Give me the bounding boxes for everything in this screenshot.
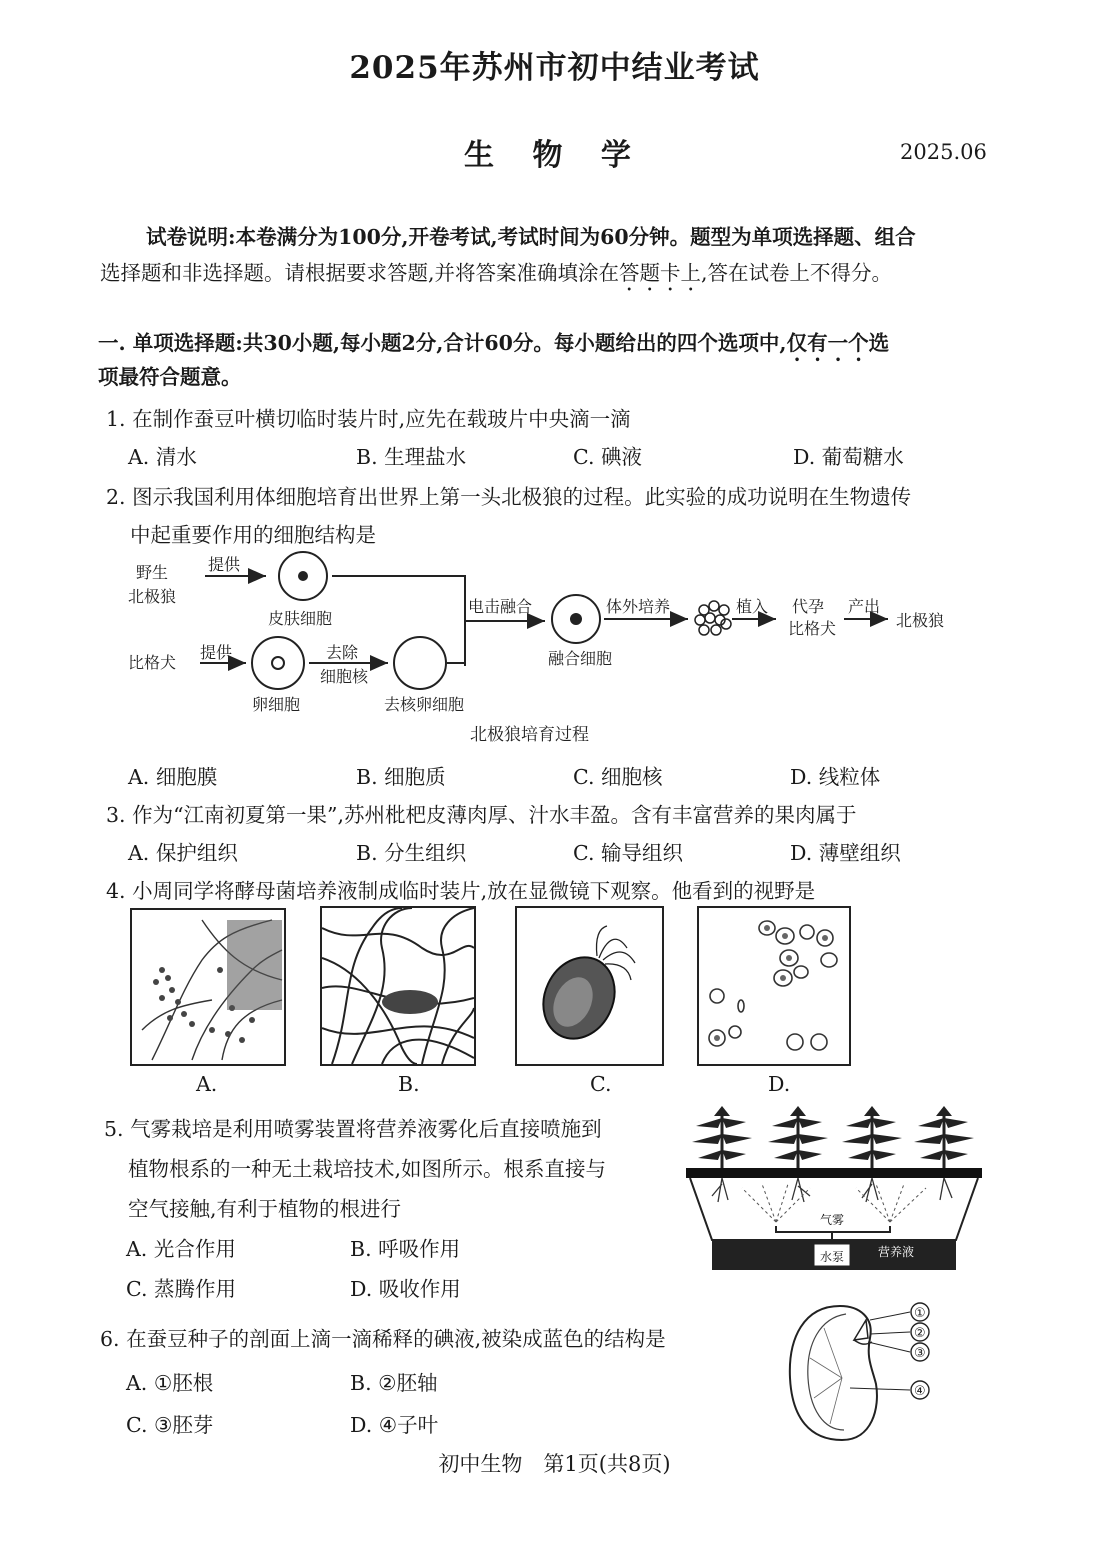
q1-option-a[interactable]: A. 清水 bbox=[128, 445, 197, 469]
label-result-wolf: 北极狼 bbox=[896, 611, 945, 630]
instructions-line-1: 试卷说明:本卷满分为100分,开卷考试,考试时间为60分钟。题型为单项选择题、组合 bbox=[146, 225, 916, 249]
label-fused-cell: 融合细胞 bbox=[548, 649, 613, 668]
microscope-view-a[interactable] bbox=[130, 908, 286, 1066]
label-nutrient: 营养液 bbox=[878, 1245, 915, 1259]
label-pump: 水泵 bbox=[820, 1250, 845, 1264]
q2-option-a[interactable]: A. 细胞膜 bbox=[128, 765, 218, 789]
q2-stem-line-2: 中起重要作用的细胞结构是 bbox=[130, 523, 376, 547]
q5-stem-line-3: 空气接触,有利于植物的根进行 bbox=[128, 1197, 402, 1221]
q3-option-c[interactable]: C. 输导组织 bbox=[573, 841, 683, 865]
label-remove: 去除 bbox=[326, 643, 359, 662]
label-mist: 气雾 bbox=[820, 1213, 845, 1227]
aeroponics-figure bbox=[682, 1104, 984, 1274]
label-culture: 体外培养 bbox=[606, 597, 671, 616]
marker-4-label: ④ bbox=[914, 1384, 926, 1399]
microscope-view-b[interactable] bbox=[320, 906, 476, 1066]
q3-option-a[interactable]: A. 保护组织 bbox=[128, 841, 238, 865]
wolf-cloning-diagram bbox=[120, 550, 980, 750]
label-beagle: 比格犬 bbox=[128, 653, 177, 672]
q2-option-c[interactable]: C. 细胞核 bbox=[573, 765, 663, 789]
q5-stem: 5. 气雾栽培是利用喷雾装置将营养液雾化后直接喷施到 bbox=[104, 1117, 602, 1141]
q1-option-d[interactable]: D. 葡萄糖水 bbox=[793, 445, 904, 469]
section-heading-line-2: 项最符合题意。 bbox=[98, 365, 242, 389]
top-board bbox=[686, 1168, 982, 1178]
label-provide-1: 提供 bbox=[208, 555, 241, 574]
q6-option-d[interactable]: D. ④子叶 bbox=[350, 1413, 439, 1437]
label-egg-cell: 卵细胞 bbox=[252, 695, 301, 714]
q1-option-c[interactable]: C. 碘液 bbox=[573, 445, 642, 469]
instructions-line-2: 选择题和非选择题。请根据要求答题,并将答案准确填涂在答题卡上,答在试卷上不得分。 bbox=[100, 261, 893, 285]
embryo-radicle bbox=[854, 1320, 868, 1340]
label-enucleated: 去核卵细胞 bbox=[384, 695, 465, 714]
q6-stem: 6. 在蚕豆种子的剖面上滴一滴稀释的碘液,被染成蓝色的结构是 bbox=[100, 1327, 666, 1351]
q6-option-a[interactable]: A. ①胚根 bbox=[126, 1371, 214, 1395]
q5-option-a[interactable]: A. 光合作用 bbox=[126, 1237, 236, 1261]
label-surrogate: 代孕 bbox=[792, 597, 825, 616]
microscope-view-d[interactable] bbox=[697, 906, 851, 1066]
microscope-view-c[interactable] bbox=[515, 906, 664, 1066]
section-heading: 一. 单项选择题:共30小题,每小题2分,合计60分。每小题给出的四个选项中,仅有一个选 bbox=[98, 331, 890, 355]
q2-option-d[interactable]: D. 线粒体 bbox=[790, 765, 881, 789]
exam-date: 2025.06 bbox=[900, 140, 987, 164]
q3-option-d[interactable]: D. 薄壁组织 bbox=[790, 841, 901, 865]
q4-stem: 4. 小周同学将酵母菌培养液制成临时装片,放在显微镜下观察。他看到的视野是 bbox=[106, 879, 816, 903]
fused-cell-nucleus bbox=[570, 613, 582, 625]
exam-title: 2025年苏州市初中结业考试 bbox=[349, 50, 760, 86]
q4-label-d[interactable]: D. bbox=[768, 1072, 791, 1096]
yeast-cells-image bbox=[699, 908, 849, 1064]
label-fusion: 电击融合 bbox=[468, 597, 533, 616]
diagram-caption: 北极狼培育过程 bbox=[470, 725, 589, 745]
q5-stem-line-2: 植物根系的一种无土栽培技术,如图所示。根系直接与 bbox=[128, 1157, 607, 1181]
q2-stem: 2. 图示我国利用体细胞培育出世界上第一头北极狼的过程。此实验的成功说明在生物遗传 bbox=[106, 485, 912, 509]
subject-title: 生 物 学 bbox=[464, 138, 645, 173]
plant-icons bbox=[692, 1106, 974, 1169]
label-arctic-wolf: 北极狼 bbox=[128, 587, 177, 606]
label-nucleus: 细胞核 bbox=[320, 667, 369, 686]
label-surrogate-beagle: 比格犬 bbox=[788, 619, 837, 638]
q6-option-c[interactable]: C. ③胚芽 bbox=[126, 1413, 214, 1437]
protozoa-image bbox=[517, 908, 662, 1064]
chamber bbox=[690, 1178, 978, 1240]
q1-stem: 1. 在制作蚕豆叶横切临时装片时,应先在载玻片中央滴一滴 bbox=[106, 407, 631, 431]
q2-option-b[interactable]: B. 细胞质 bbox=[356, 765, 446, 789]
label-provide-2: 提供 bbox=[200, 643, 233, 662]
q3-option-b[interactable]: B. 分生组织 bbox=[356, 841, 467, 865]
egg-cell-icon bbox=[252, 637, 304, 689]
algae-filament-image bbox=[322, 908, 474, 1064]
marker-2-label: ② bbox=[914, 1326, 926, 1341]
embryo-icon bbox=[695, 601, 731, 635]
q5-option-c[interactable]: C. 蒸腾作用 bbox=[126, 1277, 236, 1301]
q6-option-b[interactable]: B. ②胚轴 bbox=[350, 1371, 438, 1395]
q1-option-b[interactable]: B. 生理盐水 bbox=[356, 445, 467, 469]
label-skin-cell: 皮肤细胞 bbox=[268, 609, 333, 628]
mold-hyphae-image bbox=[132, 910, 284, 1064]
arrow-fusion bbox=[447, 621, 545, 663]
label-implant: 植入 bbox=[736, 597, 769, 616]
q5-option-b[interactable]: B. 呼吸作用 bbox=[350, 1237, 461, 1261]
marker-3-label: ③ bbox=[914, 1346, 926, 1361]
q5-option-d[interactable]: D. 吸收作用 bbox=[350, 1277, 461, 1301]
label-wild: 野生 bbox=[136, 563, 169, 582]
q3-stem: 3. 作为“江南初夏第一果”,苏州枇杷皮薄肉厚、汁水丰盈。含有丰富营养的果肉属于 bbox=[106, 803, 857, 827]
marker-1-label: ① bbox=[914, 1306, 926, 1321]
skin-cell-nucleus bbox=[298, 571, 308, 581]
q4-label-c[interactable]: C. bbox=[590, 1072, 612, 1096]
q4-label-a[interactable]: A. bbox=[196, 1072, 218, 1096]
label-produce: 产出 bbox=[848, 597, 881, 616]
page-footer: 初中生物 第1页(共8页) bbox=[438, 1452, 671, 1476]
broad-bean-seed-figure bbox=[780, 1298, 950, 1448]
enucleated-egg-icon bbox=[394, 637, 446, 689]
q4-label-b[interactable]: B. bbox=[398, 1072, 420, 1096]
